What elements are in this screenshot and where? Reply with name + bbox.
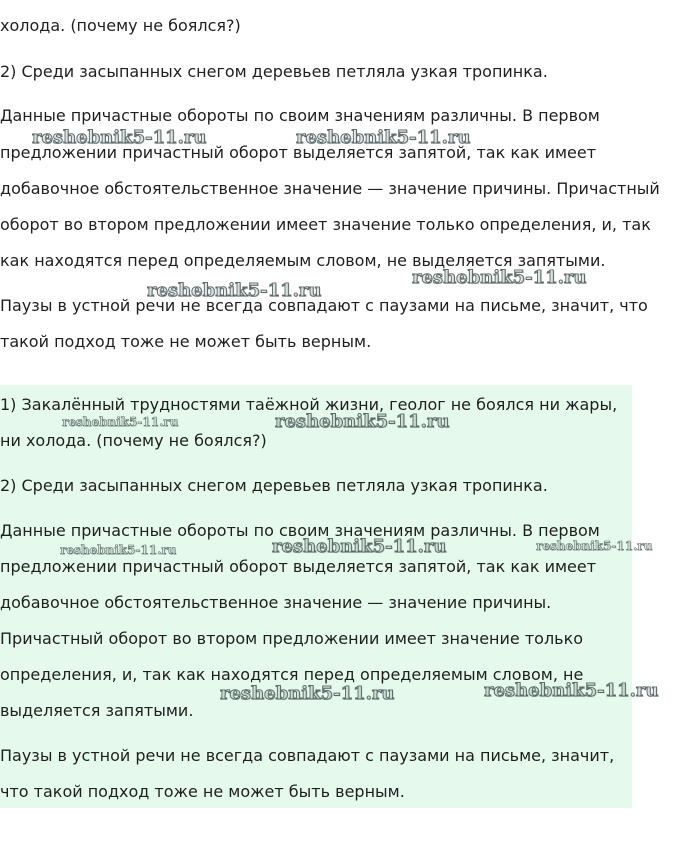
answer-line: 1) Закалённый трудностями таёжной жизни, геолог не боялся ни жары, (0, 395, 618, 414)
answer-line: определения, и, так как находятся перед определяемым словом, не (0, 665, 584, 684)
watermark: reshebnik5-11.ru (412, 267, 587, 288)
text-line: Паузы в устной речи не всегда совпадают с паузами на письме, значит, что (0, 296, 648, 315)
text-line: добавочное обстоятельственное значение — значение причины. Причастный (0, 179, 660, 198)
answer-line: Данные причастные обороты по своим значениям различны. В первом (0, 521, 600, 540)
watermark: reshebnik5-11.ru (275, 411, 450, 432)
answer-line: Причастный оборот во втором предложении имеет значение только (0, 629, 584, 648)
answer-line: добавочное обстоятельственное значение — значение причины. (0, 593, 552, 612)
answer-line: 2) Среди засыпанных снегом деревьев петляла узкая тропинка. (0, 476, 548, 495)
text-line: предложении причастный оборот выделяется запятой, так как имеет (0, 143, 597, 162)
text-line: как находятся перед определяемым словом, не выделяется запятыми. (0, 251, 606, 270)
answer-line: Паузы в устной речи не всегда совпадают с паузами на письме, значит, (0, 746, 615, 765)
text-line: холода. (почему не боялся?) (0, 16, 241, 35)
watermark: reshebnik5-11.ru (32, 127, 207, 148)
text-line: оборот во втором предложении имеет значение только определения, и, так (0, 215, 651, 234)
watermark: reshebnik5-11.ru (484, 680, 659, 701)
answer-line: предложении причастный оборот выделяется запятой, так как имеет (0, 557, 597, 576)
answer-line: что такой подход тоже не может быть верным. (0, 782, 405, 801)
watermark: reshebnik5-11.ru (147, 280, 322, 301)
watermark: reshebnik5-11.ru (220, 683, 395, 704)
watermark: reshebnik5-11.ru (536, 539, 653, 553)
answer-line: ни холода. (почему не боялся?) (0, 431, 267, 450)
text-line: 2) Среди засыпанных снегом деревьев петляла узкая тропинка. (0, 62, 548, 81)
watermark: reshebnik5-11.ru (296, 127, 471, 148)
answer-line: выделяется запятыми. (0, 701, 194, 720)
watermark: reshebnik5-11.ru (62, 415, 179, 429)
text-line: такой подход тоже не может быть верным. (0, 332, 372, 351)
text-line: Данные причастные обороты по своим значениям различны. В первом (0, 106, 600, 125)
watermark: reshebnik5-11.ru (272, 536, 447, 557)
watermark: reshebnik5-11.ru (60, 543, 177, 557)
